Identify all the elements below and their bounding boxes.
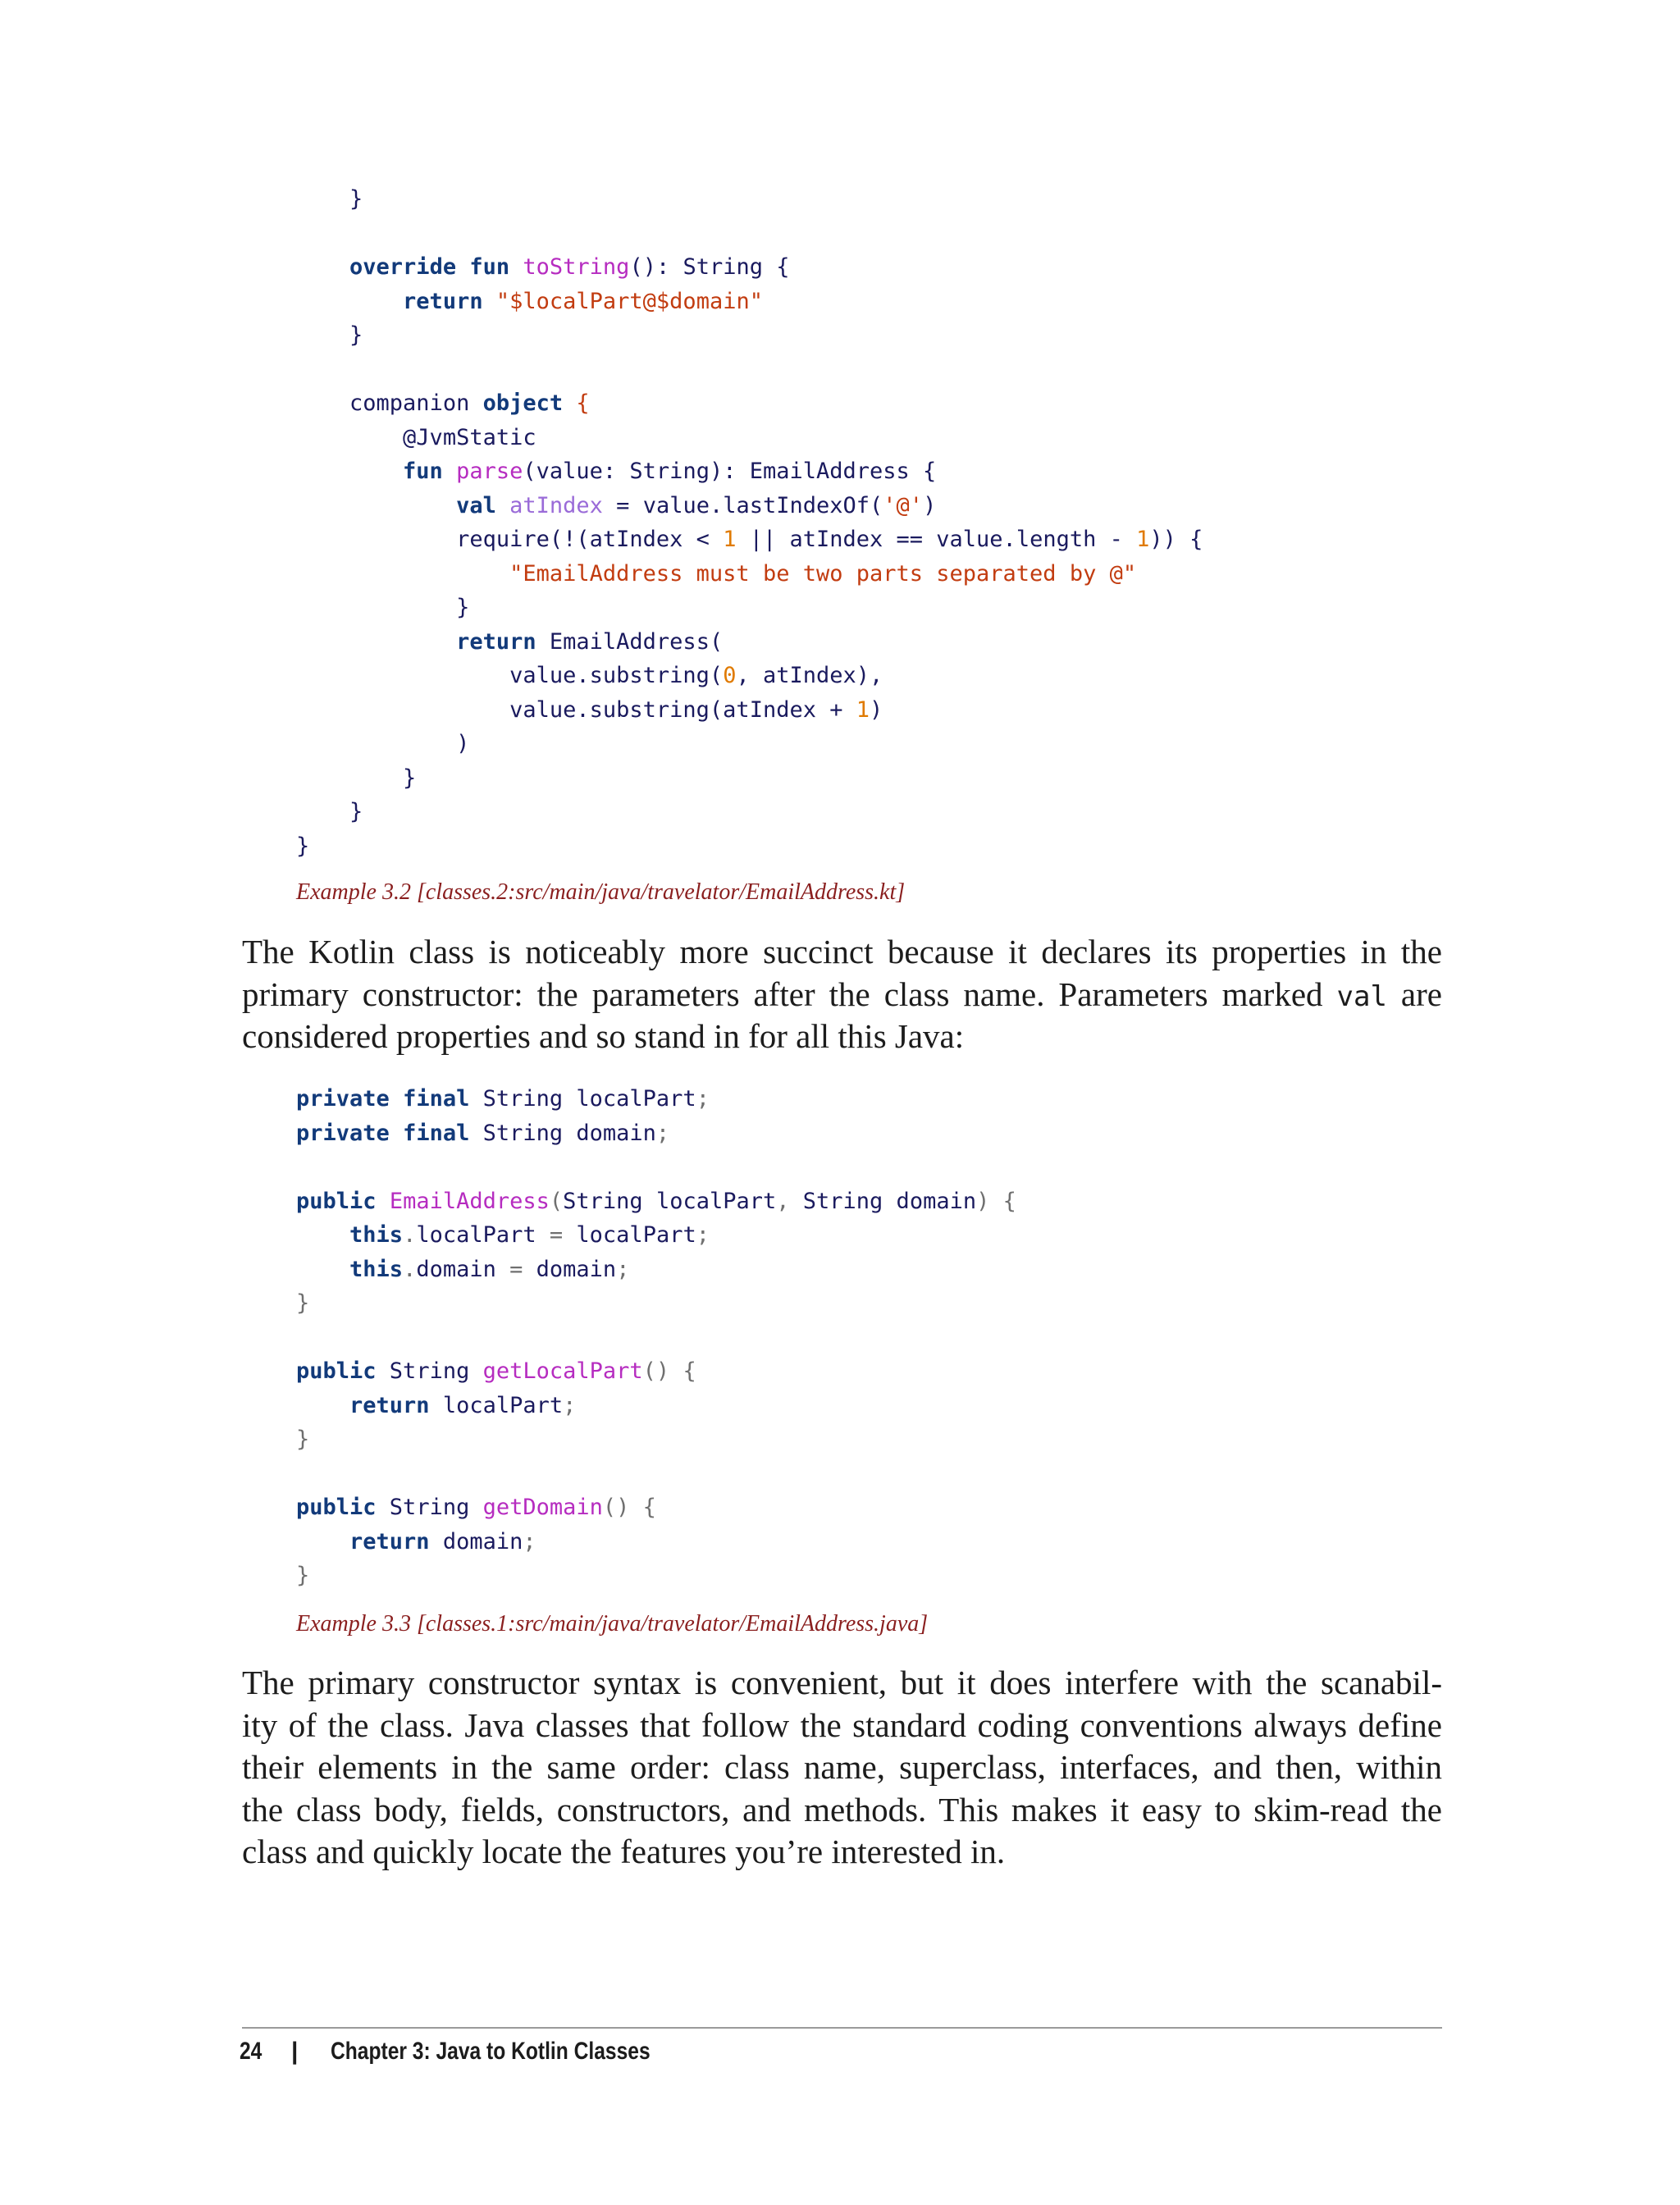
code-token: = value.lastIndexOf( (602, 492, 883, 518)
code-token: @JvmStatic (403, 424, 536, 450)
code-token: toString (523, 254, 630, 280)
code-token: String (376, 1358, 483, 1384)
code-token (390, 1121, 403, 1146)
inline-code-val: val (1336, 979, 1387, 1013)
paragraph-line: their elements in the same order: class name, superclass, interfaces, and then, within (242, 1748, 1442, 1786)
code-token: return (403, 288, 483, 314)
code-token: = (549, 1222, 564, 1248)
chapter-title: Chapter 3: Java to Kotlin Classes (331, 2038, 651, 2065)
code-token: ; (563, 1392, 577, 1418)
code-token: return (349, 1392, 430, 1418)
code-token: String (376, 1495, 483, 1520)
code-token: value.substring(atIndex + (509, 696, 856, 723)
code-token: public (296, 1358, 377, 1384)
code-token: public (296, 1188, 377, 1214)
code-line (296, 659, 883, 693)
code-token: ) (456, 731, 470, 756)
code-token: , (776, 1188, 790, 1214)
code-token: { (576, 390, 590, 416)
code-token: localPart (563, 1222, 696, 1248)
code-token: ; (616, 1256, 630, 1282)
code-token: fun (469, 254, 510, 280)
paragraph-line (242, 974, 1442, 1016)
code-token: value.substring( (509, 663, 724, 688)
code-line (296, 1253, 629, 1287)
code-token (377, 1189, 390, 1214)
footer-separator: | (291, 2038, 299, 2065)
paragraph-line: considered properties and so stand in for all this Java: (242, 1017, 965, 1055)
code-token: } (296, 833, 310, 859)
code-token: domain (429, 1528, 523, 1554)
paragraph-line: The Kotlin class is noticeably more succinct because it declares its properties in the (242, 933, 1442, 970)
code-line (296, 1218, 710, 1253)
code-token: this (349, 1222, 404, 1248)
code-line (296, 421, 536, 455)
code-line (296, 1185, 1016, 1219)
code-token: domain (523, 1256, 617, 1282)
code-token: final (403, 1086, 470, 1112)
code-token: "$localPart@$domain" (495, 288, 763, 314)
paragraph-text: primary constructor: the parameters after the class name. Parameters marked (242, 975, 1337, 1013)
code-line (296, 182, 363, 217)
paragraph-kotlin-succinct (242, 931, 1442, 1058)
code-token: '@' (883, 492, 924, 518)
code-token: ; (655, 1120, 670, 1146)
code-token: String localPart (563, 1188, 777, 1214)
code-line (296, 795, 363, 829)
code-token: atIndex (509, 492, 603, 518)
code-token (563, 390, 576, 416)
code-token: . (403, 1256, 417, 1282)
footer-rule (242, 2027, 1442, 2029)
example-caption-java: Example 3.3 [classes.1:src/main/java/travelator/EmailAddress.java] (296, 1611, 929, 1637)
code-token (390, 1086, 403, 1112)
code-token: ) (870, 696, 883, 723)
code-token (483, 289, 496, 314)
code-token: private (296, 1120, 390, 1146)
code-line (296, 1354, 696, 1389)
code-token: } (296, 1563, 310, 1588)
code-token: } (349, 799, 363, 824)
code-token: } (296, 1290, 310, 1316)
paragraph-line: class and quickly locate the features you’re interested in. (242, 1833, 1006, 1870)
code-line (296, 489, 936, 523)
code-token: override (349, 254, 457, 280)
code-line (296, 386, 590, 421)
code-token: ) (923, 492, 937, 518)
code-token: object (482, 390, 564, 416)
code-token (456, 254, 469, 280)
code-token: || atIndex == value.length - (736, 527, 1137, 552)
code-token: getDomain (482, 1495, 603, 1520)
code-line (296, 250, 790, 285)
code-token: } (403, 765, 417, 791)
code-token: () { (602, 1495, 656, 1520)
code-line (296, 1491, 656, 1525)
code-token (509, 254, 523, 280)
code-token: )) { (1149, 527, 1203, 552)
code-token: ) { (976, 1188, 1016, 1214)
code-token: domain (416, 1256, 510, 1282)
paragraph-text: are (1386, 975, 1442, 1013)
code-token: this (349, 1256, 404, 1282)
code-token: EmailAddress (389, 1188, 550, 1214)
code-line (296, 761, 416, 796)
code-token: return (456, 628, 536, 655)
code-token: . (403, 1222, 417, 1248)
code-token: (value: String): EmailAddress { (523, 459, 937, 484)
code-token: "EmailAddress must be two parts separated by @" (509, 560, 1137, 587)
code-token: ; (523, 1528, 536, 1554)
code-token: 1 (856, 696, 870, 723)
code-token: require(!(atIndex < (456, 527, 724, 552)
code-line (296, 523, 1203, 557)
code-line (296, 557, 1136, 591)
code-line (296, 285, 763, 319)
paragraph-primary-constructor (242, 1662, 1442, 1874)
code-line (296, 1082, 710, 1116)
code-line (296, 1116, 669, 1151)
code-line (296, 1525, 536, 1559)
code-token: companion (349, 390, 483, 416)
code-token: ; (696, 1222, 710, 1248)
code-token: fun (403, 459, 443, 484)
code-token: } (349, 322, 363, 348)
code-token: String domain (469, 1120, 656, 1146)
code-token: } (456, 595, 470, 620)
code-token: return (349, 1528, 430, 1554)
paragraph-line: the class body, fields, constructors, and methods. This makes it easy to skim-read the (242, 1790, 1442, 1828)
code-line (296, 727, 469, 761)
code-token: = (509, 1256, 523, 1282)
code-line (296, 829, 309, 864)
code-token: ( (549, 1188, 564, 1214)
code-line (296, 693, 883, 728)
example-caption-kotlin: Example 3.2 [classes.2:src/main/java/travelator/EmailAddress.kt] (296, 879, 906, 905)
paragraph-line: The primary constructor syntax is convenient, but it does interfere with the scanabil- (242, 1664, 1442, 1701)
code-token: } (349, 186, 363, 212)
code-line (296, 625, 723, 660)
code-token: localPart (416, 1222, 550, 1248)
code-token: ; (696, 1086, 710, 1112)
code-token: String domain (789, 1188, 977, 1214)
page-number: 24 (240, 2038, 262, 2065)
code-token: , atIndex), (736, 663, 883, 688)
code-token (496, 493, 509, 518)
code-line (296, 318, 363, 353)
code-line (296, 1389, 576, 1423)
code-token: parse (456, 459, 523, 484)
code-token: () { (642, 1358, 696, 1384)
code-token: val (456, 492, 496, 518)
code-token: (): String { (629, 254, 790, 280)
code-line (296, 591, 469, 625)
code-token (443, 459, 456, 484)
code-token: final (403, 1120, 470, 1146)
code-token: private (296, 1086, 390, 1112)
code-line (296, 1422, 309, 1457)
code-token: localPart (429, 1392, 564, 1418)
code-token: 1 (723, 527, 737, 552)
code-line (296, 454, 936, 489)
code-line (296, 1559, 309, 1593)
paragraph-line: ity of the class. Java classes that follow the standard coding conventions always define (242, 1705, 1442, 1744)
code-token: EmailAddress( (536, 628, 724, 655)
code-token: getLocalPart (482, 1358, 643, 1384)
code-token: public (296, 1495, 377, 1520)
code-token: } (296, 1427, 310, 1452)
code-token: String localPart (469, 1086, 696, 1112)
code-token: 0 (723, 663, 737, 688)
code-line (296, 1286, 309, 1321)
code-token: 1 (1136, 527, 1150, 552)
